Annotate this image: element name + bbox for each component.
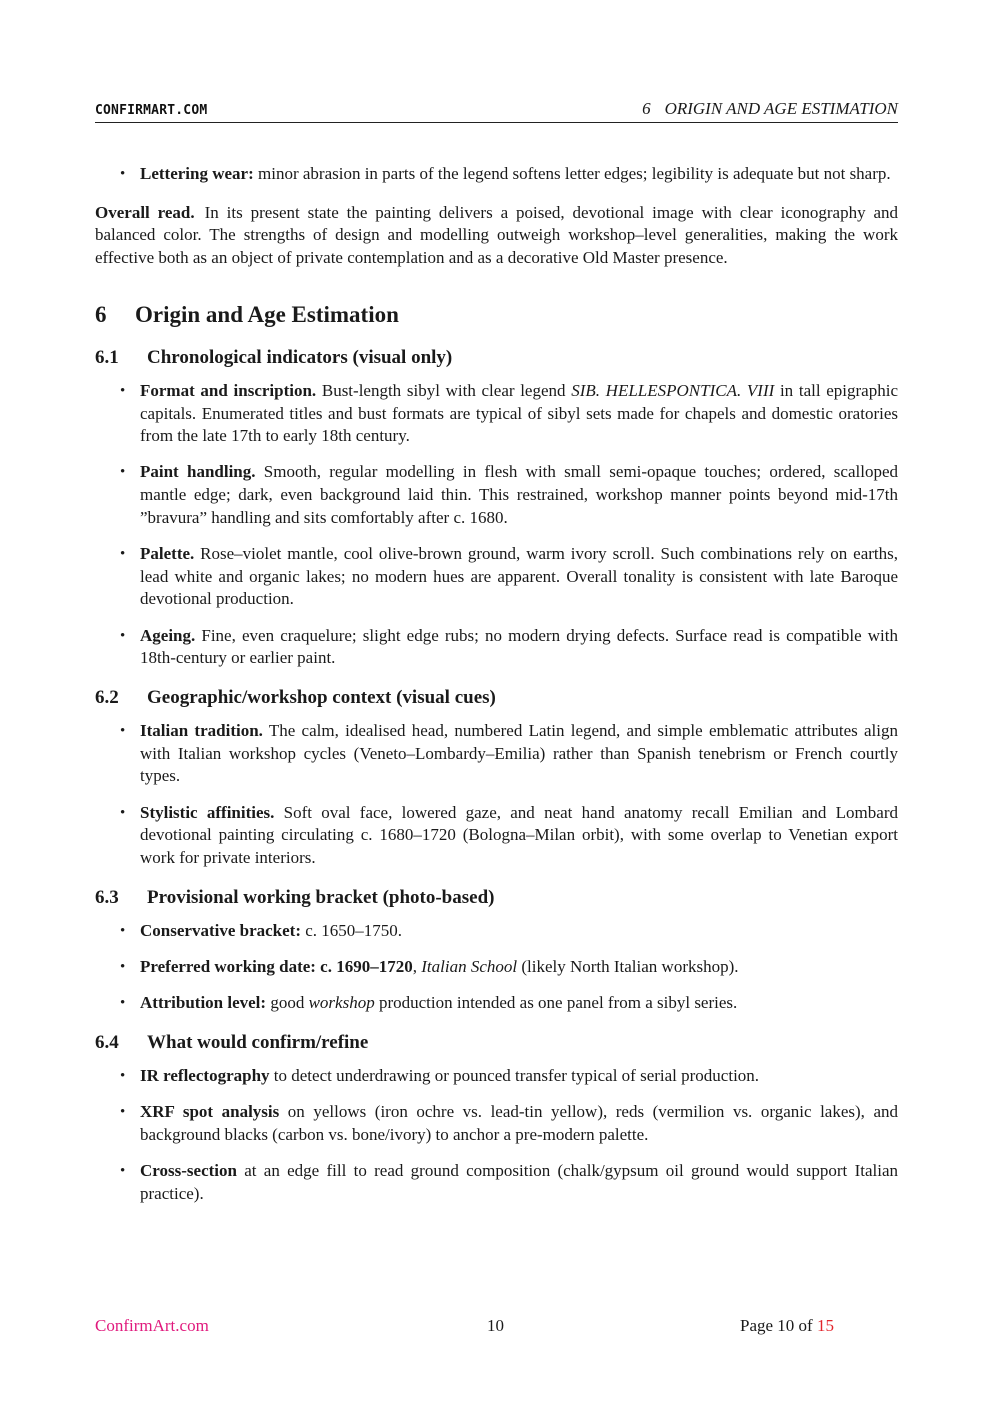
- footer-site-link[interactable]: ConfirmArt.com: [95, 1316, 209, 1335]
- geographic-context-list: [95, 720, 898, 870]
- top-list: [95, 163, 898, 186]
- list-item: • Paint handling. Smooth, regular modelling in flesh with small semi-opaque touches; ordered, scalloped mantle edge; dark, even background laid thin. This restrained, workshop manner points beyond mid-17th ”bravura” handling and sits comfortably after c. 1680.: [95, 461, 898, 529]
- confirmart-logo: CONFIRMART.COM: [95, 103, 208, 118]
- overall-read-paragraph: Overall read. In its present state the painting delivers a poised, devotional image with clear iconography and balanced color. The strengths of design and modelling outweigh workshop–level generalities, making the work effective both as an object of private contemplation and as a decorative Old Master presence.: [95, 202, 898, 268]
- list-item: • XRF spot analysis on yellows (iron ochre vs. lead-tin yellow), reds (vermilion vs. organic lakes), and background blacks (carbon vs. bone/ivory) to anchor a pre-modern palette.: [95, 1101, 898, 1146]
- running-header: [95, 98, 898, 123]
- running-section-name: ORIGIN AND AGE ESTIMATION: [664, 99, 898, 118]
- list-item: • Cross-section at an edge fill to read ground composition (chalk/gypsum oil ground would support Italian practice).: [95, 1160, 898, 1205]
- overall-read-label: Overall read.: [95, 202, 195, 222]
- subsection-heading-6-3: 6.3 Provisional working bracket (photo-based): [95, 886, 495, 908]
- subsection-heading-6-1: 6.1 Chronological indicators (visual only): [95, 346, 453, 368]
- list-item: • Ageing. Fine, even craquelure; slight edge rubs; no modern drying defects. Surface read is compatible with 18th-century or earlier paint.: [95, 625, 898, 670]
- subsection-heading-6-2: 6.2 Geographic/workshop context (visual cues): [95, 687, 496, 709]
- list-item: • Stylistic affinities. Soft oval face, lowered gaze, and neat hand anatomy recall Emilian and Lombard devotional painting circulating c. 1680–1720 (Bologna–Milan orbit), with some overlap to Venetian export work for private interiors.: [95, 802, 898, 870]
- section-heading: 6 Origin and Age Estimation: [95, 301, 399, 327]
- working-bracket-list: [95, 920, 898, 1015]
- footer-page-count: Page 10 of 15: [740, 1316, 834, 1335]
- page-total-link[interactable]: 15: [816, 1316, 834, 1335]
- list-item: • Preferred working date: c. 1690–1720, Italian School (likely North Italian workshop).: [95, 956, 898, 979]
- list-item: • Lettering wear: minor abrasion in parts of the legend softens letter edges; legibility is adequate but not sharp.: [95, 163, 898, 186]
- list-item: • IR reflectography to detect underdrawing or pounced transfer typical of serial production.: [95, 1065, 898, 1088]
- list-item: • Conservative bracket: c. 1650–1750.: [95, 920, 898, 943]
- confirm-refine-list: [95, 1065, 898, 1206]
- footer-page-number: 10: [487, 1316, 504, 1335]
- running-section-title: [642, 99, 898, 119]
- running-section-number: 6: [642, 99, 651, 118]
- list-item: • Attribution level: good workshop production intended as one panel from a sibyl series.: [95, 992, 898, 1015]
- list-item: • Italian tradition. The calm, idealised head, numbered Latin legend, and simple emblematic attributes align with Italian workshop cycles (Veneto–Lombardy–Emilia) rather than Spanish tenebrism or French courtly types.: [95, 720, 898, 788]
- list-item: • Palette. Rose–violet mantle, cool olive-brown ground, warm ivory scroll. Such combinations rely on earths, lead white and organic lakes; no modern hues are apparent. Overall tonality is consistent with late Baroque devotional production.: [95, 543, 898, 611]
- list-item: • Format and inscription. Bust-length sibyl with clear legend SIB. HELLESPONTICA. VIII in tall epigraphic capitals. Enumerated titles and bust formats are typical of sibyl sets made for chapels and domestic oratories from the late 17th to early 18th century.: [95, 380, 898, 448]
- subsection-heading-6-4: 6.4 What would confirm/refine: [95, 1031, 369, 1053]
- page-body: [95, 163, 898, 1219]
- chronological-indicators-list: [95, 380, 898, 670]
